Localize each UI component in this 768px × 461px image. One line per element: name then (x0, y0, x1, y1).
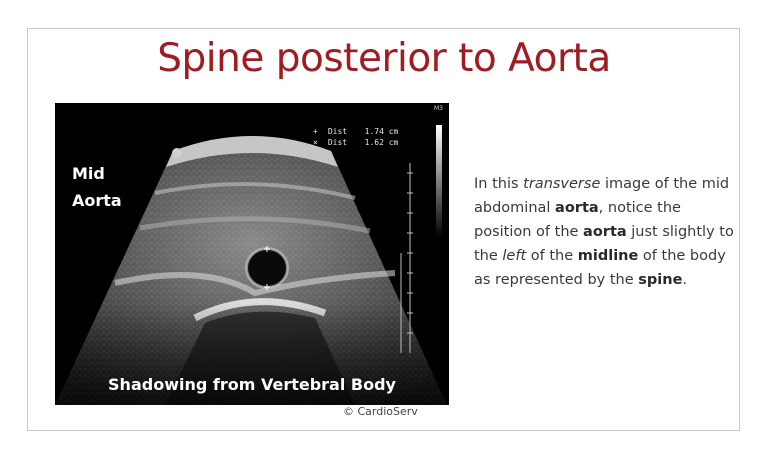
ultrasound-scan-graphic (55, 103, 449, 405)
measurement-row: × Dist 1.62 cm (313, 138, 399, 147)
image-overlay-label: Mid Aorta (72, 164, 122, 210)
page-title: Spine posterior to Aorta (157, 36, 611, 81)
image-credit: © CardioServ (343, 405, 418, 418)
corner-tag: M3 (434, 105, 443, 112)
image-bottom-label: Shadowing from Vertebral Body (108, 375, 396, 394)
ultrasound-image (55, 103, 449, 405)
description-text: In this transverse image of the mid abdominal aorta, notice the position of the aorta just slightly to the left of the midline of the body as represented by the spine. (474, 176, 734, 288)
measurement-readout (313, 126, 398, 148)
measurement-row: + Dist 1.74 cm (313, 127, 399, 136)
